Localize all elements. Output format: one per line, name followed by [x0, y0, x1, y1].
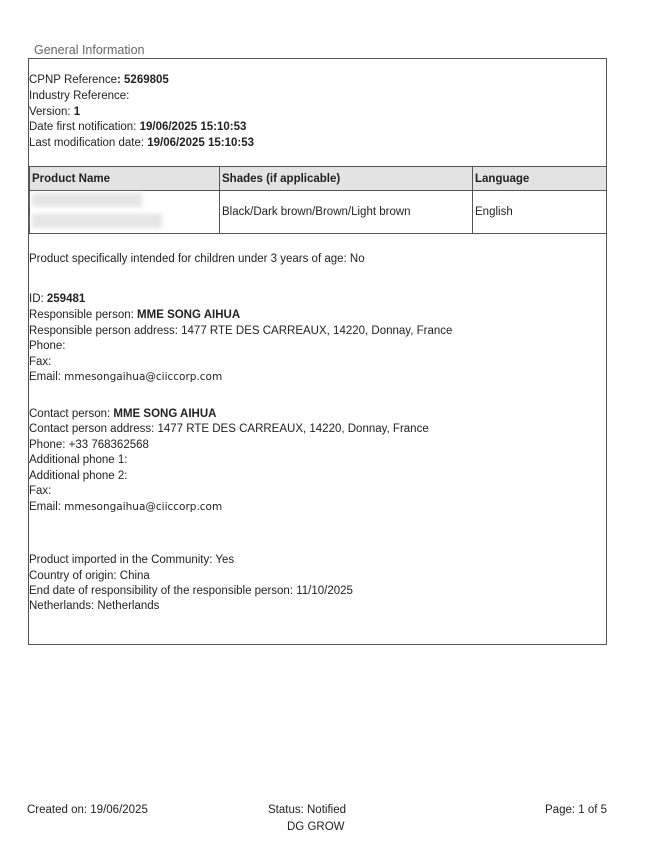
industry-reference-line: Industry Reference:	[29, 90, 130, 102]
responsible-person-value: MME SONG AIHUA	[137, 309, 241, 321]
cpnp-reference-label: CPNP Reference	[29, 74, 117, 86]
created-on: Created on: 19/06/2025	[27, 804, 148, 816]
end-date-line: End date of responsibility of the responsible person: 11/10/2025	[29, 585, 353, 597]
id-value: 259481	[46, 293, 86, 305]
contact-email-line	[29, 500, 222, 515]
responsible-phone-line: Phone:	[29, 340, 66, 352]
additional-phone1-line: Additional phone 1:	[29, 454, 128, 466]
general-information-frame	[28, 58, 607, 645]
children-line: Product specifically intended for children under 3 years of age: No	[29, 253, 365, 265]
shades-cell: Black/Dark brown/Brown/Light brown	[220, 191, 473, 234]
first-notification-label: Date first notification:	[29, 121, 140, 133]
responsible-address-line: Responsible person address: 1477 RTE DES CARREAUX, 14220, Donnay, France	[29, 325, 453, 337]
product-name-cell	[30, 191, 220, 234]
shades-header: Shades (if applicable)	[220, 167, 473, 191]
id-label: ID:	[29, 293, 47, 305]
product-table-header-row	[30, 167, 607, 191]
cpnp-reference-value: : 5269805	[117, 74, 169, 86]
language-cell: English	[473, 191, 607, 234]
product-table	[29, 166, 607, 234]
last-modification-label: Last modification date:	[29, 137, 148, 149]
imported-line: Product imported in the Community: Yes	[29, 554, 235, 566]
status: Status: Notified	[268, 804, 346, 816]
responsible-person-line	[29, 308, 240, 323]
contact-person-line	[29, 407, 216, 422]
contact-person-label: Contact person:	[29, 408, 114, 420]
product-name-header: Product Name	[30, 167, 220, 191]
responsible-fax-line: Fax:	[29, 356, 52, 368]
contact-email-value[interactable]: mmesongaihua@ciiccorp.com	[64, 501, 223, 513]
first-notification-value: 19/06/2025 15:10:53	[139, 121, 247, 133]
netherlands-line: Netherlands: Netherlands	[29, 600, 160, 612]
cpnp-reference-line	[29, 73, 169, 88]
contact-fax-line: Fax:	[29, 485, 52, 497]
contact-person-value: MME SONG AIHUA	[113, 408, 217, 420]
id-line	[29, 292, 85, 307]
last-modification-value: 19/06/2025 15:10:53	[147, 137, 255, 149]
additional-phone2-line: Additional phone 2:	[29, 470, 128, 482]
contact-email-label: Email:	[29, 501, 65, 513]
dg-grow: DG GROW	[287, 821, 345, 833]
section-title: General Information	[34, 43, 145, 57]
first-notification-line	[29, 120, 246, 135]
contact-address-line: Contact person address: 1477 RTE DES CARREAUX, 14220, Donnay, France	[29, 423, 429, 435]
origin-line: Country of origin: China	[29, 570, 150, 582]
responsible-email-value[interactable]: mmesongaihua@ciiccorp.com	[64, 371, 223, 383]
page-number: Page: 1 of 5	[545, 804, 608, 816]
version-label: Version:	[29, 106, 74, 118]
contact-phone-line: Phone: +33 768362568	[29, 439, 149, 451]
language-header: Language	[473, 167, 607, 191]
last-modification-line	[29, 136, 254, 151]
responsible-email-label: Email:	[29, 371, 65, 383]
redacted-product-name	[32, 191, 219, 233]
version-line	[29, 105, 80, 120]
version-value: 1	[73, 106, 81, 118]
responsible-person-label: Responsible person:	[29, 309, 138, 321]
table-row	[30, 191, 607, 234]
responsible-email-line	[29, 370, 222, 385]
